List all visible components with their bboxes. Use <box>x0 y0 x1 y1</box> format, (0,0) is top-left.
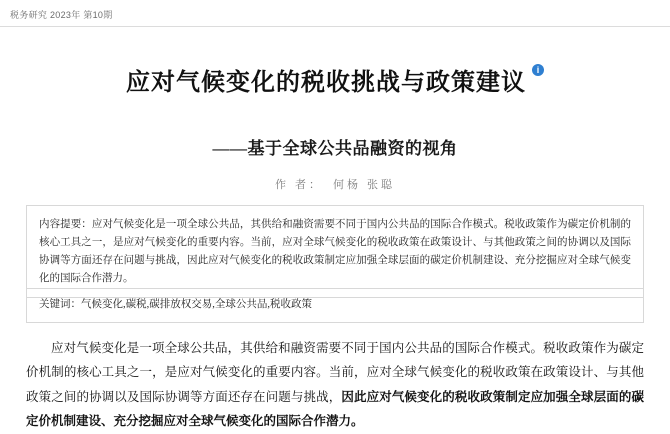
keywords-text: 气候变化,碳税,碳排放权交易,全球公共品,税收政策 <box>81 299 312 310</box>
info-icon[interactable]: i <box>532 64 544 76</box>
abstract-text: 应对气候变化是一项全球公共品，其供给和融资需要不同于国内公共品的国际合作模式。税收政策作为碳定价机制的核心工具之一，是应对气候变化的重要内容。当前，应对全球气候变化的税收政策在政策设计、与其他政策之间的协调以及国际协调等方面还存在问题与挑战，因此应对气候变化的税收政策制定应加强全球层面的碳定价机制建设、充分挖掘应对全球气候变化的国际合作潜力。 <box>39 219 632 285</box>
page-subtitle: ——基于全球公共品融资的视角 <box>212 139 458 158</box>
keywords-box <box>26 288 644 323</box>
keywords-label: 关键词： <box>39 299 81 310</box>
author-label: 作 者： <box>274 179 323 191</box>
journal-issue-line: 税务研究 2023年 第10期 <box>10 10 113 20</box>
abstract-box <box>26 205 644 298</box>
header-divider <box>0 26 670 27</box>
author-line <box>0 176 670 192</box>
body-paragraph-emphasis: 因此应对气候变化的税收政策制定应加强全球层面的碳定价机制建设、充分挖掘应对全球气候变化的国际合作潜力。 <box>26 389 644 429</box>
body-paragraph-lead: 应对气候变化是一项全球公共品，其供给和融资需要不同于国内公共品的国际合作模式。税收政策作为碳定价机制的核心工具之一，是应对气候变化的重要内容。当前，应对全球气候变化的税收政策在政策设计、与其他政策之间的协调以及国际协调等方面还存在问题与挑战， <box>26 341 644 404</box>
author-names[interactable]: 何杨 张聪 <box>333 179 396 191</box>
body-paragraph <box>26 336 644 434</box>
title-block <box>0 62 670 97</box>
abstract-label: 内容提要： <box>39 219 92 230</box>
page-title: 应对气候变化的税收挑战与政策建议 <box>126 70 526 96</box>
